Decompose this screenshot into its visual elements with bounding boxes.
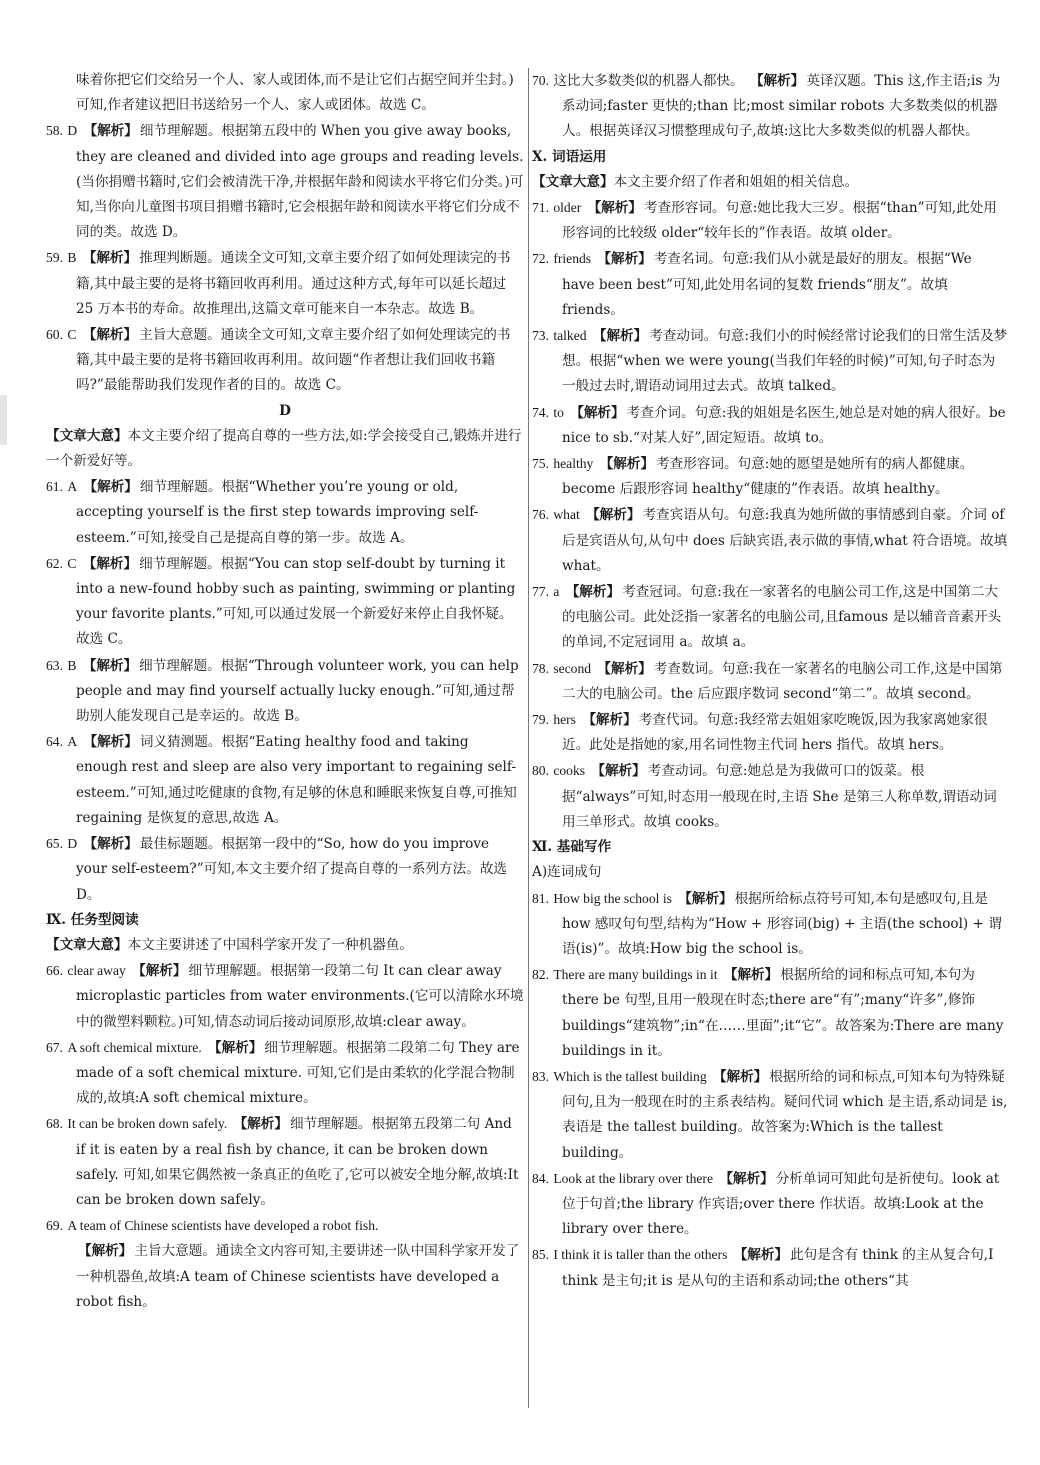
analysis-tag: 【解析】 xyxy=(587,200,642,217)
item-number: 67. xyxy=(46,1039,63,1055)
answer-item-68 xyxy=(46,1111,524,1213)
item-number: 71. xyxy=(532,200,549,216)
section-x-title: Ⅹ. 词语运用 xyxy=(532,148,607,165)
item-number: 76. xyxy=(532,507,549,523)
item-answer: A soft chemical mixture. xyxy=(67,1039,202,1055)
item-analysis: 主旨大意题。通读全文可知,文章主要介绍了如何处理读完的书籍,其中最主要的是将书籍回收再利用。故问题“作者想让我们回收书籍吗?”最能帮助我们发现作者的目的。故选 C。 xyxy=(76,327,511,394)
item-answer: D xyxy=(67,836,78,852)
analysis-tag: 【解析】 xyxy=(719,1170,774,1187)
item-number: 80. xyxy=(532,763,549,779)
analysis-tag: 【解析】 xyxy=(712,1068,768,1085)
analysis-tag: 【解析】 xyxy=(83,479,138,496)
item-analysis: 主旨大意题。通读全文内容可知,主要讲述一队中国科学家开发了一种机器鱼,故填:A team of Chinese scientists have developed a robot fish。 xyxy=(76,1243,520,1310)
item-analysis: 考查形容词。句意:她比我大三岁。根据“than”可知,此处用形容词的比较级 older“较年长的”作表语。故填 older。 xyxy=(562,200,997,242)
item-analysis: 考查数词。句意:我在一家著名的电脑公司工作,这是中国第二大的电脑公司。the 后应跟序数词 second“第二”。故填 second。 xyxy=(562,660,1003,702)
analysis-tag: 【解析】 xyxy=(723,967,779,984)
summary-label: 【文章大意】 xyxy=(46,936,128,953)
continuation-paragraph: 味着你把它们交给另一个人、家人或团体,而不是让它们占据空间并尘封。)可知,作者建议把旧书送给另一个人、家人或团体。故选 C。 xyxy=(76,72,514,114)
item-number: 66. xyxy=(46,963,63,979)
analysis-tag: 【解析】 xyxy=(582,712,637,729)
section-xi-subtitle: A)连词成句 xyxy=(532,864,602,881)
item-number: 74. xyxy=(532,404,549,420)
item-analysis: 考查形容词。句意:她的愿望是她所有的病人都健康。become 后跟形容词 healthy“健康的”作表语。故填 healthy。 xyxy=(562,456,974,498)
item-answer: cooks xyxy=(553,763,586,779)
answer-item-80 xyxy=(532,758,1008,835)
answer-item-76 xyxy=(532,502,1008,579)
answer-item-78 xyxy=(532,656,1008,707)
item-answer: 这比大多数类似的机器人都快。 xyxy=(553,73,744,88)
item-number: 68. xyxy=(46,1116,63,1132)
item-analysis: 英译汉题。This 这,作主语;is 为系动词;faster 更快的;than 比;most similar robots 大多数类似的机器人。根据英译汉习惯整理成句子,故填:这比大多数类似的机器人都快。 xyxy=(562,73,1001,140)
section-x-summary xyxy=(532,170,1008,195)
item-answer: what xyxy=(553,507,580,523)
item-answer: older xyxy=(553,200,582,216)
section-ix-summary xyxy=(46,933,524,958)
page-edge-mark xyxy=(0,395,7,445)
analysis-tag: 【解析】 xyxy=(132,963,187,980)
answer-item-75 xyxy=(532,451,1008,502)
column-divider xyxy=(528,68,529,1408)
item-answer: friends xyxy=(553,251,592,267)
item-answer: hers xyxy=(553,712,576,728)
analysis-tag: 【解析】 xyxy=(586,507,641,524)
item-analysis: 根据所给的词和标点可知,本句为 there be 句型,且用一般现在时态;there are“有”;many“许多”,修饰 buildings“建筑物”;in“在……里面”;it“它”。故答案为:There are many buildings in it。 xyxy=(562,967,1004,1059)
item-number: 60. xyxy=(46,327,63,343)
summary-text: 本文主要介绍了提高自尊的一些方法,如:学会接受自己,锻炼并进行一个新爱好等。 xyxy=(46,427,522,470)
answer-item-70 xyxy=(532,68,1008,145)
item-analysis: 根据所给的词和标点,可知本句为特殊疑问句,且为一般现在时的主系表结构。疑问代词 which 是主语,系动词是 is,表语是 the tallest building。故答案为:Which is the tallest building。 xyxy=(562,1068,1008,1161)
item-analysis: 最佳标题题。根据第一段中的“So, how do you improve your self-esteem?”可知,本文主要介绍了提高自尊的一系列方法。故选 D。 xyxy=(76,836,508,903)
section-xi-title: Ⅺ. 基础写作 xyxy=(532,839,612,856)
item-number: 59. xyxy=(46,250,63,266)
item-answer: second xyxy=(553,660,592,676)
answer-item-63 xyxy=(46,653,524,730)
answer-item-72 xyxy=(532,246,1008,323)
analysis-tag: 【解析】 xyxy=(678,890,733,907)
item-number: 75. xyxy=(532,456,549,472)
item-analysis: 细节理解题。根据第一段第二句 It can clear away microplastic particles from water environments.(它可以清除水环境中的微塑料颗粒。)可知,情态动词后接动词原形,故填:clear away。 xyxy=(76,963,524,1030)
analysis-tag: 【解析】 xyxy=(82,250,138,267)
analysis-tag: 【解析】 xyxy=(570,404,625,421)
item-number: 64. xyxy=(46,734,63,750)
answer-item-60 xyxy=(46,322,524,399)
answer-item-65 xyxy=(46,831,524,908)
item-number: 58. xyxy=(46,123,63,139)
analysis-tag: 【解析】 xyxy=(233,1116,288,1133)
item-analysis: 细节理解题。根据第五段中的 When you give away books, they are cleaned and divided into age groups and reading levels.(当你捐赠书籍时,它们会被清洗干净,并根据年龄和阅读水平将它们分类。)可知,当你向儿童图书项目捐赠书籍时,它会根据年龄和阅读水平将它们分成不同的类。故选 D。 xyxy=(76,123,524,241)
item-analysis: 根据所给标点符号可知,本句是感叹句,且是 how 感叹句句型,结构为“How + 形容词(big) + 主语(the school) + 谓语(is)”。故填:How big the school is。 xyxy=(562,890,1002,957)
item-analysis: 考查宾语从句。句意:我真为她所做的事情感到自豪。介词 of 后是宾语从句,从句中 does 后缺宾语,表示做的事情,what 符合语境。故填 what。 xyxy=(562,507,1008,574)
item-number: 81. xyxy=(532,890,549,906)
analysis-tag: 【解析】 xyxy=(565,584,621,601)
summary-text: 本文主要介绍了作者和姐姐的相关信息。 xyxy=(613,173,859,190)
summary-label: 【文章大意】 xyxy=(46,427,128,444)
item-number: 82. xyxy=(532,967,549,983)
answer-item-59 xyxy=(46,245,524,322)
analysis-tag: 【解析】 xyxy=(733,1247,789,1264)
answer-item-82 xyxy=(532,962,1008,1064)
answer-item-69 xyxy=(46,1213,524,1239)
item-answer: There are many buildings in it xyxy=(553,967,718,983)
item-analysis: 分析单词可知此句是祈使句。look at 位于句首;the library 作宾语;over there 作状语。故填:Look at the library over there。 xyxy=(562,1170,1000,1238)
item-number: 61. xyxy=(46,479,63,495)
item-analysis: 此句是含有 think 的主从复合句,I think 是主句;it is 是从句的主语和系动词;the others“其 xyxy=(562,1247,994,1289)
item-number: 62. xyxy=(46,555,63,571)
item-answer: Look at the library over there xyxy=(553,1170,713,1186)
analysis-tag: 【解析】 xyxy=(591,763,646,780)
item-analysis: 考查名词。句意:我们从小就是最好的朋友。根据“We have been best”可知,此处用名词的复数 friends“朋友”。故填 friends。 xyxy=(562,251,972,318)
analysis-tag: 【解析】 xyxy=(83,836,138,853)
item-analysis: 词义猜测题。根据“Eating healthy food and taking enough rest and sleep are also very important to regaining self-esteem.”可知,通过吃健康的食物,有足够的休息和睡眠来恢复自尊,可推知 regaining 是恢复的意思,故选 A。 xyxy=(76,734,517,826)
item-analysis: 细节理解题。根据“You can stop self-doubt by turning it into a new-found hobby such as painting, swimming or planting your favorite plants.”可知,可以通过发展一个新爱好来停止自我怀疑。故选 C。 xyxy=(76,555,516,648)
item-analysis: 细节理解题。根据第五段第二句 And if it is eaten by a real fish by chance, it can be broken down safely. 可知,如果它偶然被一条真正的鱼吃了,它可以被安全地分解,故填:It can be broken down safely。 xyxy=(76,1116,519,1208)
item-answer: A team of Chinese scientists have developed a robot fish. xyxy=(67,1218,379,1234)
item-analysis: 考查代词。句意:我经常去姐姐家吃晚饭,因为我家离她家很近。此处是指她的家,用名词性物主代词 hers 指代。故填 hers。 xyxy=(562,712,988,754)
answer-item-81 xyxy=(532,886,1008,963)
item-answer: healthy xyxy=(553,456,594,472)
analysis-tag: 【解析】 xyxy=(599,456,655,473)
answer-item-83 xyxy=(532,1064,1008,1166)
item-answer: I think it is taller than the others xyxy=(553,1247,728,1263)
item-answer: C xyxy=(67,327,77,343)
left-column xyxy=(46,68,524,1315)
answer-item-67 xyxy=(46,1035,524,1112)
item-analysis: 考查动词。句意:她总是为我做可口的饭菜。根据“always”可知,时态用一般现在时,主语 She 是第三人称单数,谓语动词用三单形式。故填 cooks。 xyxy=(562,763,997,830)
item-analysis: 考查介词。句意:我的姐姐是名医生,她总是对她的病人很好。be nice to sb.“对某人好”,固定短语。故填 to。 xyxy=(562,404,1006,446)
item-answer: clear away xyxy=(67,963,126,979)
item-analysis: 考查冠词。句意:我在一家著名的电脑公司工作,这是中国第二大的电脑公司。此处泛指一家著名的电脑公司,且famous 是以辅音音素开头的单词,不定冠词用 a。故填 a。 xyxy=(562,584,1002,651)
summary-text: 本文主要讲述了中国科学家开发了一种机器鱼。 xyxy=(127,936,414,953)
item-number: 63. xyxy=(46,657,63,673)
answer-item-66 xyxy=(46,958,524,1035)
item-analysis: 细节理解题。根据“Whether you’re young or old, accepting yourself is the first step towards improving self-esteem.”可知,接受自己是提高自尊的第一步。故选 A。 xyxy=(76,479,479,546)
item-number: 83. xyxy=(532,1068,549,1084)
item-answer: A xyxy=(67,479,78,495)
analysis-tag: 【解析】 xyxy=(82,657,138,674)
analysis-tag: 【解析】 xyxy=(592,328,648,345)
item-answer: D xyxy=(67,123,78,139)
analysis-tag: 【解析】 xyxy=(82,327,138,344)
analysis-tag: 【解析】 xyxy=(83,734,138,751)
answer-item-58 xyxy=(46,118,524,245)
answer-item-62 xyxy=(46,551,524,653)
answer-item-73 xyxy=(532,323,1008,400)
analysis-tag: 【解析】 xyxy=(749,73,805,89)
item-analysis: 推理判断题。通读全文可知,文章主要介绍了如何处理读完的书籍,其中最主要的是将书籍回收再利用。通过这种方式,每年可以延长超过 25 万本书的寿命。故推理出,这篇文章可能来自一本杂志。故选 B。 xyxy=(76,250,511,317)
item-number: 70. xyxy=(532,73,549,88)
right-column xyxy=(532,68,1008,1294)
analysis-tag: 【解析】 xyxy=(597,660,652,677)
item-number: 72. xyxy=(532,251,549,267)
analysis-tag: 【解析】 xyxy=(208,1039,263,1056)
item-number: 73. xyxy=(532,328,549,344)
analysis-tag: 【解析】 xyxy=(83,123,138,140)
item-analysis: 考查动词。句意:我们小的时候经常讨论我们的日常生活及梦想。根据“when we were young(当我们年轻的时候)”可知,句子时态为一般过去时,谓语动词用过去式。故填 talked。 xyxy=(562,328,1008,395)
item-number: 79. xyxy=(532,712,549,728)
answer-item-84 xyxy=(532,1166,1008,1243)
item-answer: C xyxy=(67,555,77,571)
answer-item-79 xyxy=(532,707,1008,758)
item-answer: It can be broken down safely. xyxy=(67,1116,228,1132)
item-analysis: 细节理解题。根据第二段第二句 They are made of a soft chemical mixture. 可知,它们是由柔软的化学混合物制成的,故填:A soft chemical mixture。 xyxy=(76,1039,520,1107)
analysis-tag: 【解析】 xyxy=(78,1243,133,1260)
answer-item-77 xyxy=(532,579,1008,656)
item-number: 84. xyxy=(532,1170,549,1186)
answer-item-64 xyxy=(46,729,524,831)
answer-item-74 xyxy=(532,400,1008,451)
section-ix-title: Ⅸ. 任务型阅读 xyxy=(46,911,139,928)
item-answer: a xyxy=(553,584,560,600)
answer-item-85 xyxy=(532,1242,1008,1293)
answer-item-69-analysis xyxy=(46,1239,524,1315)
answer-item-71 xyxy=(532,195,1008,246)
item-answer: A xyxy=(67,734,78,750)
item-answer: talked xyxy=(553,328,587,344)
answer-item-61 xyxy=(46,474,524,551)
item-number: 78. xyxy=(532,660,549,676)
analysis-tag: 【解析】 xyxy=(82,555,138,572)
item-analysis: 细节理解题。根据“Through volunteer work, you can help people and may find yourself actually lucky enough.”可知,通过帮助别人能发现自己是幸运的。故选 B。 xyxy=(76,657,519,725)
item-number: 85. xyxy=(532,1247,549,1263)
section-d-heading: D xyxy=(279,402,291,419)
item-answer: How big the school is xyxy=(553,890,672,906)
summary-label: 【文章大意】 xyxy=(532,173,614,190)
item-answer: B xyxy=(67,657,77,673)
item-number: 65. xyxy=(46,836,63,852)
item-number: 69. xyxy=(46,1218,63,1234)
item-answer: to xyxy=(553,404,564,420)
item-answer: B xyxy=(67,250,77,266)
section-d-summary xyxy=(46,424,524,474)
item-answer: Which is the tallest building xyxy=(553,1068,707,1084)
item-number: 77. xyxy=(532,584,549,600)
analysis-tag: 【解析】 xyxy=(597,251,652,268)
